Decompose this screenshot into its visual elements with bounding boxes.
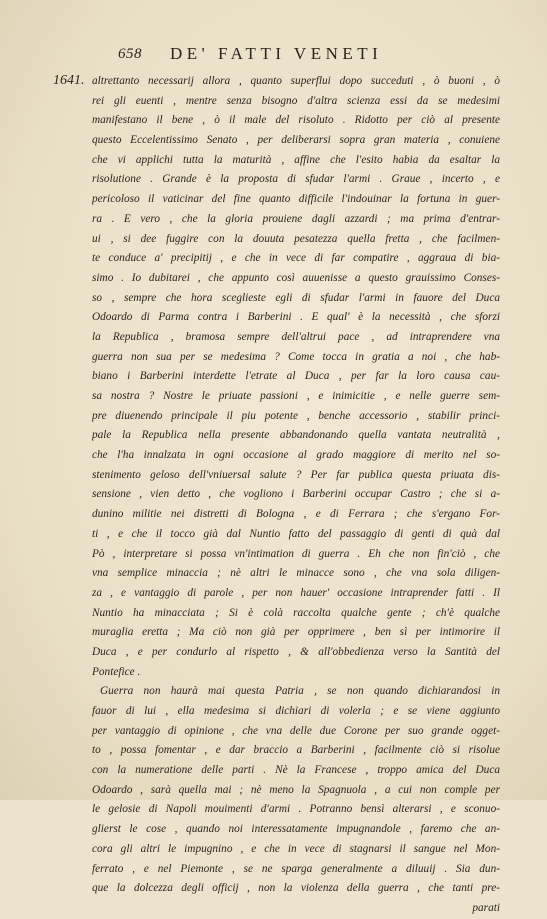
text-line: muraglia eretta ; Ma ciò non già per opprimere , ben sì per intimorire il [92,626,500,639]
text-line: ra . E vero , che la gloria prouiene dagli azzardi ; ma prima d'entrar- [92,212,500,225]
text-line: ti , e che il tocco già dal Nuntio fatto del passaggio di genti di quà dal [92,527,500,540]
text-line: che l'ha innalzata in ogni occasione al grado maggiore di merito nel so- [92,449,500,462]
running-title: DE' FATTI VENETI [170,44,383,63]
text-line: sa nostra ? Nostre le priuate passioni , e inimicitie , e nelle guerre sem- [92,390,500,402]
text-line: pericoloso il vaticinar del fine quanto difficile l'indouinar la fortuna in guer- [92,193,500,206]
text-line: fauor di lui , ella medesima si dichiari di volerla ; e se viene aggiunto [92,705,500,717]
text-line: Guerra non haurà mai questa Patria , se non quando dichiarandosi in [100,685,500,698]
text-line: rei gli euenti , mentre senza bisogno d'altra scienza essi da se medesimi [92,94,500,107]
text-line: pale la Republica nella presente abbandonando quella vantata neutralità , [92,429,500,442]
text-line: Pontefice . [92,665,141,678]
text-line: manifestano il bene , ò il male del risoluto . Ridotto per ciò al presente [92,114,500,127]
text-line: questo Eccelentissimo Senato , per deliberarsi sopra gran materia , conuiene [92,134,500,147]
text-line: cora gli altri le impugnino , e che in vece di stagnarsi il sangue nel Mon- [92,842,500,855]
text-line: to , possa fomentar , e dar braccio a Barberini , facilmente ciò si risolue [92,744,500,757]
text-line: guerra non sua per se medesima ? Come tocca in gratia a noi , che hab- [92,350,500,363]
text-line: vna semplice minaccia ; nè altri le minacce sono , che vna sola diligen- [92,567,500,580]
text-line: Nuntio ha minacciata ; Si è colà raccolta qualche gente ; ch'è qualche [92,606,500,619]
text-line: te conduce a' precipitij , e che in vece di far compatire , aggraua di bia- [92,252,500,265]
text-line: biano i Barberini interdette l'etrate al Duca , per far la loro causa cau- [92,370,500,383]
text-line: con la numeratione delle parti . Nè la Francese , troppo amica del Duca [92,764,500,777]
text-line: dunino militie nei distretti di Bologna , e di Ferrara ; che s'ergano For- [92,508,500,521]
text-line: so , sempre che hora sceglieste egli di sfudar l'armi in fauore del Duca [92,291,500,304]
text-line: que la dolcezza degli officij , non la violenza della guerra , che tanti pre- [92,882,500,895]
margin-year-note: 1641. [53,73,85,88]
text-line: Pò , interpretare si possa vn'intimation di guerra . Eh che non fin'ciò , che [92,547,500,560]
page-number: 658 [118,46,142,62]
text-line: che vi applichi tutta la maturità , affine che l'esito habia da esaltar la [92,153,500,166]
text-line: za , e vantaggio di parole , per non hauer' occasione intraprender fatti . Il [92,586,500,599]
text-line: Odoardo di Parma contra i Barberini . E qual' è la necessità , che sforzi [92,311,500,324]
text-line: parati [472,901,500,914]
text-line: altrettanto necessarij allora , quanto superflui dopo succeduti , ò buoni , ò [92,75,500,87]
text-line: ferrato , e nel Piemonte , se ne sparga generalmente a diluuij . Sia dun- [92,862,500,875]
text-line: sensione , vien detto , che vogliono i Barberini occupar Castro ; che si a- [92,488,500,501]
text-line: risolutione . Grande è la proposta di sfudar l'armi . Graue , incerto , e [92,173,500,186]
text-line: Duca , e per condurlo al rispetto , & all'obbedienza verso la Santità del [92,645,500,658]
text-line: la Republica , bramosa sempre dell'altrui pace , ad intraprendere vna [92,330,500,343]
text-line: ui , si dee fuggire con la douuta pesatezza quella fretta , che facilmen- [92,232,500,245]
body-text [92,72,500,919]
text-line: per vantaggio di opinione , che vna delle due Corone per suo grande ogget- [92,724,500,737]
text-line: pre diuenendo principale il piu potente , benche accessorio , stabilir princi- [92,409,500,422]
text-line: glierst le cose , quando noi interessatamente impugnandole , faremo che an- [92,823,500,836]
text-line: simo . Io dubitarei , che appunto così auuenisse a questo grauissimo Conses- [92,271,500,284]
page-header [118,44,418,68]
text-line: Odoardo , sarà quella mai ; nè meno la Spagnuola , a cui non comple per [92,783,500,796]
text-line: stenimento geloso dell'vniuersal salute ? Per far publica questa priuata dis- [92,468,500,481]
text-line: le gelosie di Napoli mouimenti d'armi . Potranno bensì alterarsi , e sconuo- [92,803,500,816]
